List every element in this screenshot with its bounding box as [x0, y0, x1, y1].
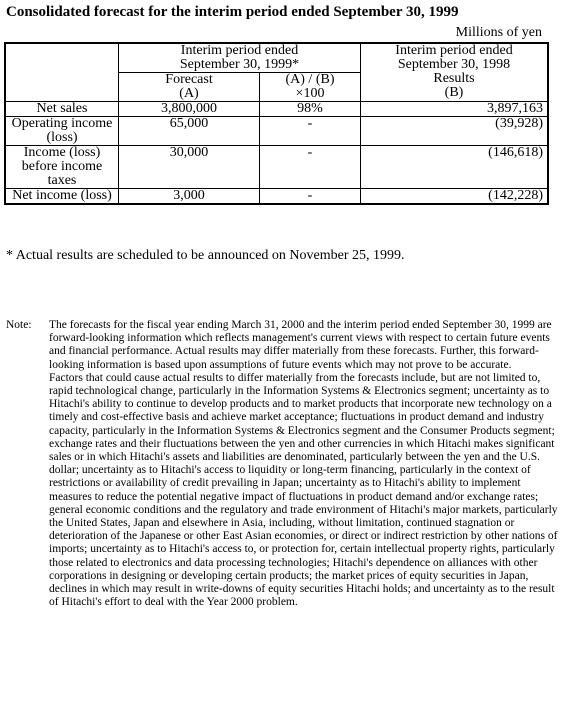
- forecast-value: 3,000: [119, 189, 260, 205]
- header-line: September 30, 1998: [397, 57, 511, 72]
- note-paragraph: The forecasts for the fiscal year ending March 31, 2000 and the interim period ended September 30, 1999 are forward-looking information which reflects management's current views with respect to certain future events and financial performance. Actual results may differ materially from these forecasts. Further, this forward-looking information is based upon assumptions of future events which may not prove to be accurate.: [49, 319, 552, 371]
- ratio-value: -: [260, 189, 361, 205]
- results-value: (146,618): [361, 146, 549, 189]
- group-header-interim-1998: [361, 43, 549, 102]
- row-label: Income (loss) before income taxes: [5, 146, 119, 189]
- results-value: (142,228): [361, 189, 549, 205]
- note-label: Note:: [6, 319, 32, 331]
- subheader-forecast: [119, 73, 260, 102]
- table-footnote: * Actual results are scheduled to be announced on November 25, 1999.: [6, 248, 405, 263]
- forecast-table: [4, 42, 549, 205]
- page-title: Consolidated forecast for the interim period ended September 30, 1999: [6, 4, 459, 20]
- forecast-value: 3,800,000: [119, 102, 260, 117]
- table-row: [5, 146, 548, 189]
- units-label: Millions of yen: [455, 25, 542, 40]
- ratio-value: -: [260, 146, 361, 189]
- results-value: (39,928): [361, 117, 549, 146]
- ratio-value: 98%: [260, 102, 361, 117]
- row-label: Operating income (loss): [5, 117, 119, 146]
- header-line: (B): [444, 85, 464, 100]
- table-row: [5, 102, 548, 117]
- ratio-value: -: [260, 117, 361, 146]
- header-line: Results: [433, 71, 475, 86]
- header-line: (A) / (B): [285, 72, 335, 87]
- group-header-interim-1999: [119, 43, 361, 73]
- results-value: 3,897,163: [361, 102, 549, 117]
- table-header-row: [5, 43, 548, 73]
- table-row: [5, 117, 548, 146]
- row-label: Net income (loss): [5, 189, 119, 205]
- forecast-value: 30,000: [119, 146, 260, 189]
- header-line: Interim period ended: [395, 43, 513, 58]
- subheader-ratio: [260, 73, 361, 102]
- header-line: Interim period ended: [180, 43, 299, 58]
- table-row: [5, 189, 548, 205]
- header-line: Forecast: [165, 72, 213, 87]
- header-line: September 30, 1999*: [179, 57, 300, 72]
- forecast-value: 65,000: [119, 117, 260, 146]
- header-line: ×100: [295, 86, 325, 101]
- row-label: Net sales: [5, 102, 119, 117]
- note-paragraph: Factors that could cause actual results to differ materially from the forecasts include, but are not limited to, rapid technological change, particularly in the Information Systems & Electronics segment; uncertainty as to Hitachi's ability to continue to develop products and to market products that incorporate new technology on a timely and cost-effective basis and achieve market acceptance; fluctuations in product demand and industry capacity, particularly in the Information Systems & Electronics segment and the Consumer Products segment; exchange rates and their fluctuations between the yen and other currencies in which Hitachi makes significant sales or in which Hitachi's assets and liabilities are denominated, particularly between the yen and the U.S. dollar; uncertainty as to Hitachi's access to liquidity or long-term financing, particularly in the context of restrictions or availability of credit prevailing in Japan; uncertainty as to Hitachi's ability to implement measures to reduce the potential negative impact of fluctuations in product demand and/or exchange rates; general economic conditions and the regulatory and trade environment of Hitachi's major markets, particularly the United States, Japan and elsewhere in Asia, including, without limitation, continued stagnation or deterioration of the Japanese or other East Asian economies, or direct or indirect restriction by other nations of imports; uncertainty as to Hitachi's access to, or protection for, certain intellectual property rights, particularly those related to electronics and data processing technologies; Hitachi's dependence on alliances with other corporations in designing or developing certain products; the market prices of equity securities in Japan, declines in which may result in write-downs of equity securities Hitachi holds; and uncertainty as to the result of Hitachi's effort to deal with the Year 2000 problem.: [49, 371, 558, 609]
- table-corner-cell: [5, 43, 119, 102]
- note-body: [49, 319, 565, 609]
- header-line: (A): [179, 86, 199, 101]
